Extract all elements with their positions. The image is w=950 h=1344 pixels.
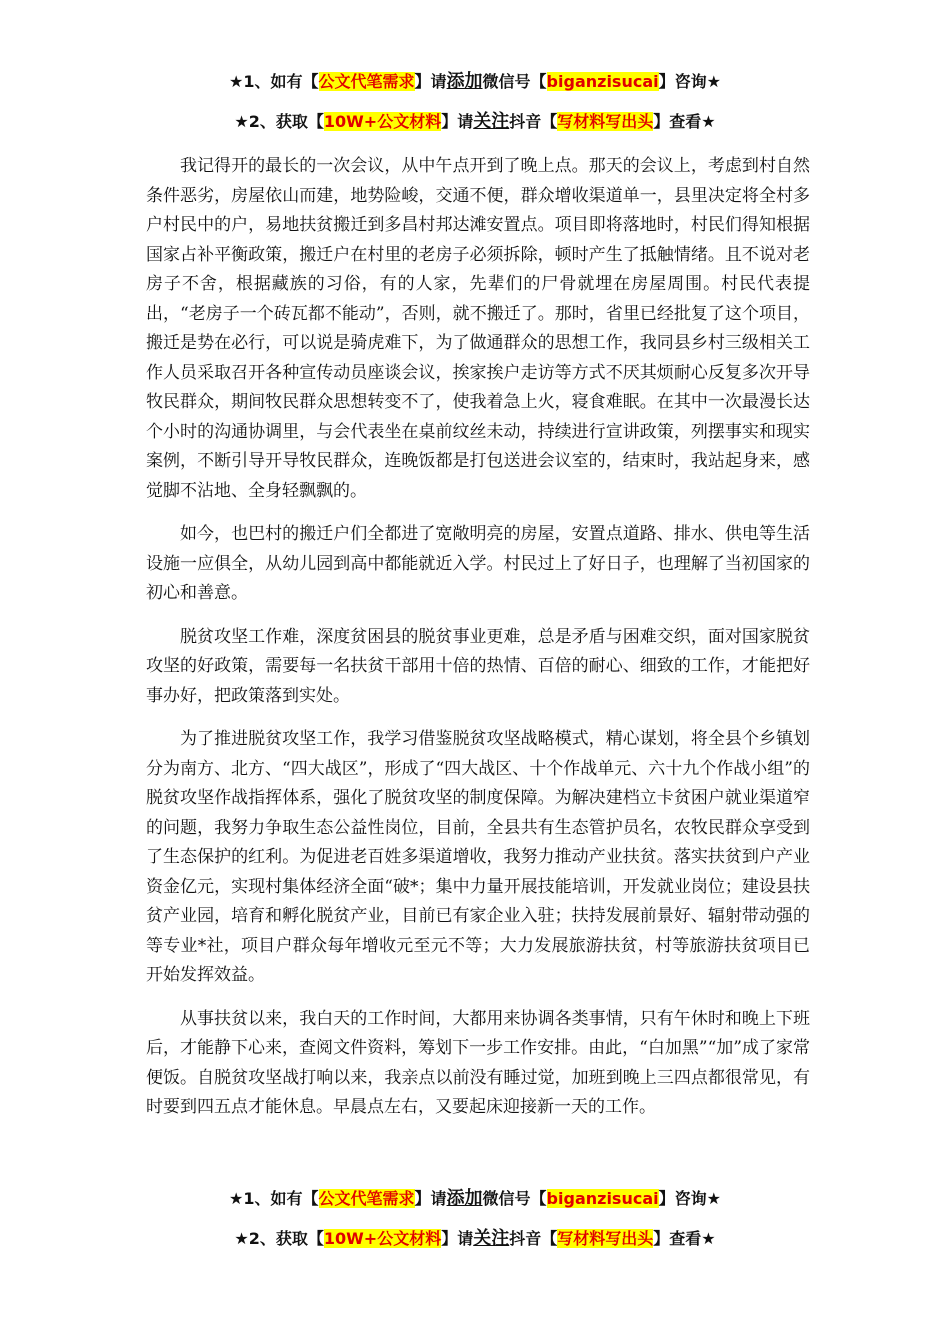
article-body xyxy=(146,152,810,1137)
banner-text: 抖音【 xyxy=(509,1229,558,1248)
banner-suffix: 】咨询★ xyxy=(658,72,721,91)
paragraph-4: 为了推进脱贫攻坚工作，我学习借鉴脱贫攻坚战略模式，精心谋划，将全县个乡镇划分为南方、北方、“四大战区”，形成了“四大战区、十个作战单元、六十九个作战小组”的脱贫攻坚作战指挥体系，强化了脱贫攻坚的制度保障。为解决建档立卡贫困户就业渠道窄的问题，我努力争取生态公益性岗位，目前，全县共有生态管护员名，农牧民群众享受到了生态保护的红利。为促进老百姓多渠道增收，我努力推动产业扶贫。落实扶贫到户产业资金亿元，实现村集体经济全面“破*；集中力量开展技能培训，开发就业岗位；建设县扶贫产业园，培育和孵化脱贫产业，目前已有家企业入驻；扶持发展前景好、辐射带动强的等专业*社，项目户群众每年增收元至元不等；大力发展旅游扶贫，村等旅游扶贫项目已开始发挥效益。 xyxy=(146,729,810,985)
banner-line-2-top xyxy=(0,110,950,134)
paragraph-3: 脱贫攻坚工作难，深度贫困县的脱贫事业更难，总是矛盾与困难交织，面对国家脱贫攻坚的好政策，需要每一名扶贫干部用十倍的热情、百倍的耐心、细致的工作，才能把好事办好，把政策落到实处。 xyxy=(146,626,810,706)
banner-text: 微信号【 xyxy=(482,1189,547,1208)
banner-suffix: 】查看★ xyxy=(653,1229,716,1248)
banner-line-1-bottom xyxy=(0,1187,950,1211)
banner-suffix: 】查看★ xyxy=(653,112,716,131)
paragraph-5: 从事扶贫以来，我白天的工作时间，大都用来协调各类事情，只有午休时和晚上下班后，才能静下心来，查阅文件资料，筹划下一步工作安排。由此，“白加黑”“加”成了家常便饭。自脱贫攻坚战打响以来，我亲点以前没有睡过觉，加班到晚上三四点都很常见，有时要到四五点才能休息。早晨点左右，又要起床迎接新一天的工作。 xyxy=(146,1008,810,1117)
banner-prefix: ★2、获取【 xyxy=(234,112,324,131)
banner-text: 微信号【 xyxy=(482,72,547,91)
banner-douyin-id: 写材料写出头 xyxy=(557,112,654,131)
banner-emphasis: 添加 xyxy=(446,71,483,92)
banner-prefix: ★1、如有【 xyxy=(229,72,319,91)
banner-text: 】请 xyxy=(414,72,447,91)
banner-text: 】请 xyxy=(441,112,474,131)
banner-highlight: 公文代笔需求 xyxy=(318,72,415,91)
banner-highlight: 10W+公文材料 xyxy=(323,112,442,131)
banner-wechat-id: biganzisucai xyxy=(546,72,659,91)
banner-highlight: 10W+公文材料 xyxy=(323,1229,442,1248)
banner-text: 抖音【 xyxy=(509,112,558,131)
banner-highlight: 公文代笔需求 xyxy=(318,1189,415,1208)
banner-line-1-top xyxy=(0,70,950,94)
banner-suffix: 】咨询★ xyxy=(658,1189,721,1208)
banner-text: 】请 xyxy=(441,1229,474,1248)
banner-douyin-id: 写材料写出头 xyxy=(557,1229,654,1248)
paragraph-1: 我记得开的最长的一次会议，从中午点开到了晚上点。那天的会议上，考虑到村自然条件恶劣，房屋依山而建，地势险峻，交通不便，群众增收渠道单一，县里决定将全村多户村民中的户，易地扶贫搬迁到多昌村邦达滩安置点。项目即将落地时，村民们得知根据国家占补平衡政策，搬迁户在村里的老房子必须拆除，顿时产生了抵触情绪。且不说对老房子不舍，根据藏族的习俗，有的人家，先辈们的尸骨就埋在房屋周围。村民代表提出，“老房子一个砖瓦都不能动”，否则，就不搬迁了。那时，省里已经批复了这个项目，搬迁是势在必行，可以说是骑虎难下，为了做通群众的思想工作，我同县乡村三级相关工作人员采取召开各种宣传动员座谈会议，挨家挨户走访等方式不厌其烦耐心反复多次开导牧民群众，期间牧民群众思想转变不了，使我着急上火，寝食难眠。在其中一次最漫长达个小时的沟通协调里，与会代表坐在桌前纹丝未动，持续进行宣讲政策，列摆事实和现实案例，不断引导开导牧民群众，连晚饭都是打包送进会议室的，结束时，我站起身来，感觉脚不沾地、全身轻飘飘的。 xyxy=(146,156,810,501)
banner-prefix: ★2、获取【 xyxy=(234,1229,324,1248)
banner-emphasis: 添加 xyxy=(446,1188,483,1209)
banner-emphasis: 关注 xyxy=(473,1228,510,1249)
banner-wechat-id: biganzisucai xyxy=(546,1189,659,1208)
banner-prefix: ★1、如有【 xyxy=(229,1189,319,1208)
banner-line-2-bottom xyxy=(0,1227,950,1251)
paragraph-2: 如今，也巴村的搬迁户们全都进了宽敞明亮的房屋，安置点道路、排水、供电等生活设施一应俱全，从幼儿园到高中都能就近入学。村民过上了好日子，也理解了当初国家的初心和善意。 xyxy=(146,524,810,603)
banner-emphasis: 关注 xyxy=(473,111,510,132)
banner-text: 】请 xyxy=(414,1189,447,1208)
